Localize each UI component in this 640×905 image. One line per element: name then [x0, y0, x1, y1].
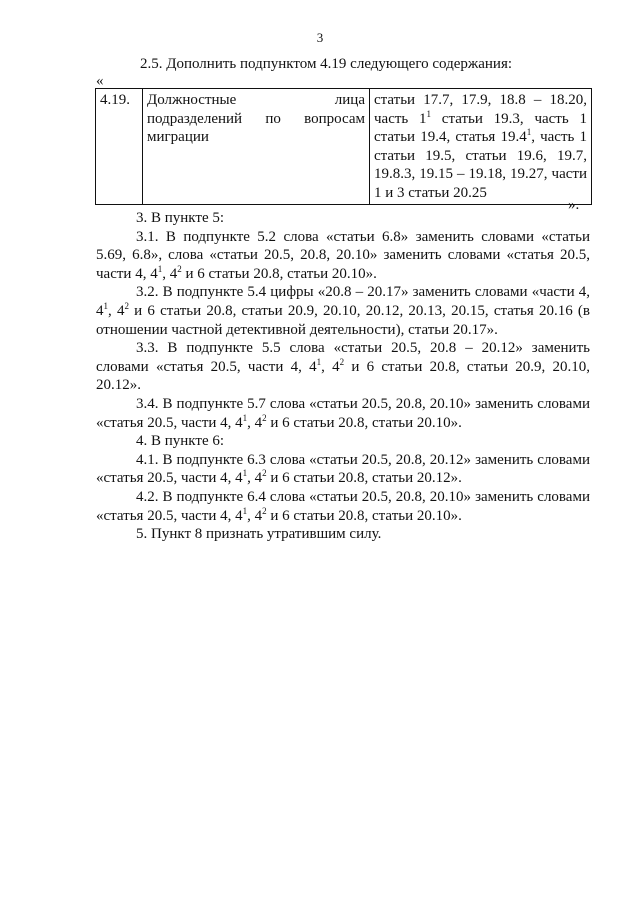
superscript: 2 [262, 505, 267, 516]
text-part: и 6 статьи 20.8, статьи 20.10». [266, 414, 462, 431]
superscript: 1 [426, 108, 432, 119]
superscript: 2 [124, 300, 129, 311]
text-part: , 4 [247, 414, 263, 431]
text-part: и 6 статьи 20.8, статьи 20.9, 20.10, 20.12, 20.13, 20.15, статья 20.16 (в отношении частной детективной деятельности), статьи 20.17». [96, 302, 591, 338]
text-part: и 6 статьи 20.8, статьи 20.12». [266, 470, 462, 487]
paragraph-3: 3. В пункте 5: [136, 210, 225, 226]
closing-quote: ». [568, 197, 580, 213]
superscript: 1 [526, 127, 532, 137]
text-part: 4.2. В подпункте 6.4 слова «статьи 20.5, 20.8, 20.10» заменить словами «статья 20.5, части 4, 4 [96, 488, 590, 524]
articles-text-part: статьи 19.3, часть 1 статьи 19.4, статья 19.4 [374, 110, 587, 145]
superscript: 2 [177, 263, 182, 274]
text-part: и 6 статьи 20.8, статьи 20.9, 20.10, 20.12». [96, 358, 590, 394]
text-part: 3.3. В подпункте 5.5 слова «статьи 20.5, 20.8 – 20.12» заменить словами «статья 20.5, части 4, 4 [96, 340, 590, 375]
superscript: 2 [262, 412, 267, 423]
paragraph-3-3 [96, 339, 590, 395]
articles-text-part: , часть 1 статьи 19.5, статьи 19.6, 19.7, 19.8.3, 19.15 – 19.18, 19.27, части 1 и 3 статьи 20.25 [374, 129, 587, 201]
superscript: 1 [242, 505, 248, 516]
inserted-subitem-table [95, 88, 592, 205]
text-part: и 6 статьи 20.8, статьи 20.10». [181, 265, 377, 282]
text-part: , 4 [247, 470, 263, 487]
superscript: 1 [103, 300, 108, 311]
page-number: 3 [316, 30, 324, 45]
paragraph-4-1 [96, 451, 590, 488]
intro-paragraph: 2.5. Дополнить подпунктом 4.19 следующего содержания: [140, 56, 513, 72]
text-part: , 4 [247, 507, 263, 524]
text-part: 3.2. В подпункте 5.4 цифры «20.8 – 20.17» заменить словами «части 4, 4 [96, 284, 590, 319]
superscript: 1 [316, 356, 322, 367]
paragraph-3-1 [96, 228, 590, 284]
text-part: 3.4. В подпункте 5.7 слова «статьи 20.5, 20.8, 20.10» заменить словами «статья 20.5, части 4, 4 [96, 395, 590, 431]
text-part: и 6 статьи 20.8, статьи 20.10». [266, 507, 462, 524]
superscript: 1 [157, 263, 163, 274]
superscript: 2 [339, 356, 345, 367]
text-part: , 4 [108, 302, 125, 319]
document-body [96, 209, 590, 544]
text-part: , 4 [162, 265, 178, 282]
text-part: , 4 [321, 358, 340, 375]
text-part: 3.1. В подпункте 5.2 слова «статьи 6.8» заменить словами «статьи 5.69, 6.8», слова «статьи 20.5, 20.8, 20.10» заменить словами «статья 20.5, части 4, 4 [96, 228, 590, 282]
paragraph-4-2 [96, 488, 590, 525]
officials-cell: Должностные лица подразделений по вопросам миграции [143, 89, 370, 205]
paragraph-3-4 [96, 395, 590, 432]
subitem-number-cell: 4.19. [96, 89, 143, 205]
paragraph-5: 5. Пункт 8 признать утратившим силу. [136, 526, 382, 543]
articles-cell [370, 89, 592, 205]
superscript: 1 [242, 468, 248, 479]
table-row [96, 89, 592, 205]
text-part: 4.1. В подпункте 6.3 слова «статьи 20.5, 20.8, 20.12» заменить словами «статья 20.5, части 4, 4 [96, 451, 590, 487]
paragraph-4: 4. В пункте 6: [136, 433, 225, 450]
articles-text-part: статьи 17.7, 17.9, 18.8 – 18.20, часть 1 [374, 92, 587, 127]
superscript: 1 [242, 412, 248, 423]
paragraph-3-2 [96, 283, 590, 339]
superscript: 2 [262, 468, 267, 479]
opening-quote: « [96, 73, 104, 89]
